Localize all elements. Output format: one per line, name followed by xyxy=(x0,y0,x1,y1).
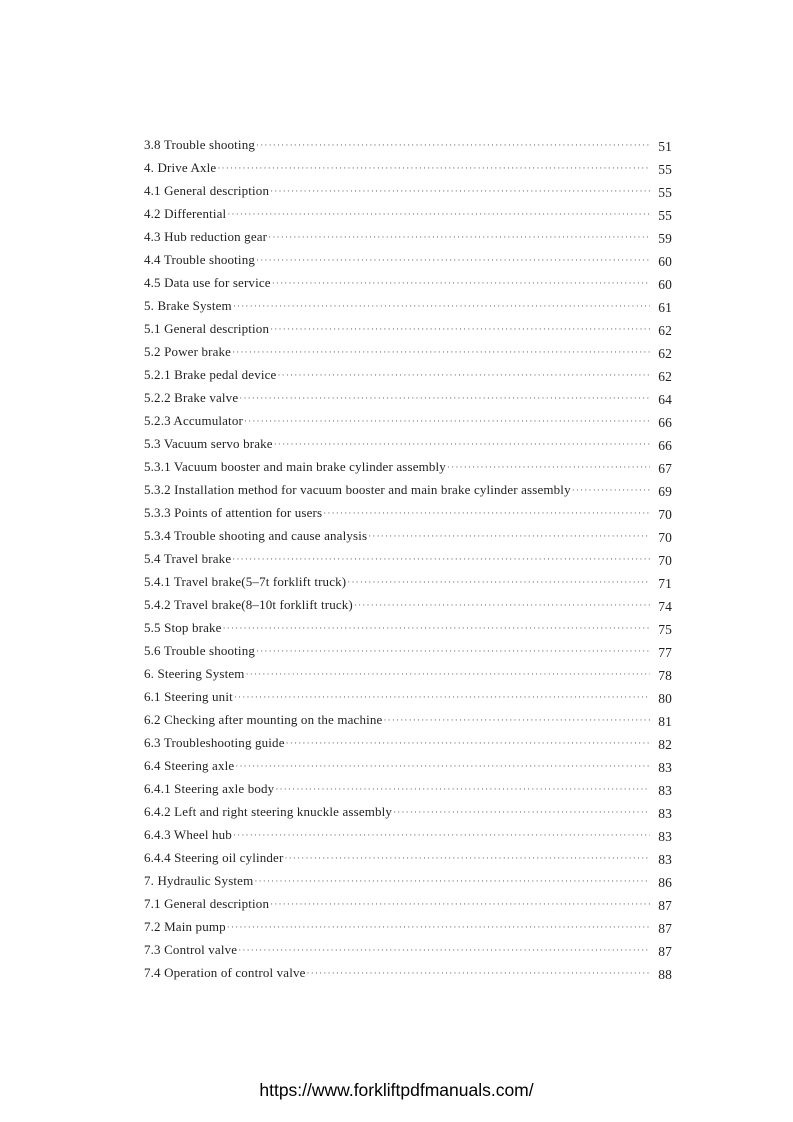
toc-entry-page: 62 xyxy=(658,369,672,384)
toc-entry-title: 6.4.3 Wheel hub xyxy=(144,827,232,842)
toc-entry-page: 71 xyxy=(658,576,672,591)
toc-entry-title: 5.4 Travel brake xyxy=(144,551,232,566)
toc-entry-page: 55 xyxy=(658,208,672,223)
toc-entry-title: 5.1 General description xyxy=(144,321,270,336)
toc-dot-leader xyxy=(233,295,650,318)
toc-entry-title: 6.3 Troubleshooting guide xyxy=(144,735,285,750)
toc-dot-leader xyxy=(447,456,650,479)
toc-entry-title: 5.3 Vacuum servo brake xyxy=(144,436,273,451)
toc-entry-title: 7.1 General description xyxy=(144,896,270,911)
toc-entry-page: 87 xyxy=(658,944,672,959)
toc-entry-page: 83 xyxy=(658,783,672,798)
toc-entry[interactable] xyxy=(144,133,672,156)
toc-entry-title: 4.3 Hub reduction gear xyxy=(144,229,268,244)
toc-dot-leader xyxy=(268,226,650,249)
toc-entry-title: 6.4 Steering axle xyxy=(144,758,235,773)
toc-entry[interactable] xyxy=(144,478,672,501)
toc-dot-leader xyxy=(239,387,650,410)
toc-entry-page: 87 xyxy=(658,898,672,913)
toc-entry-title: 4.5 Data use for service xyxy=(144,275,271,290)
toc-dot-leader xyxy=(232,548,650,571)
toc-dot-leader xyxy=(354,594,650,617)
toc-entry-page: 87 xyxy=(658,921,672,936)
toc-dot-leader xyxy=(256,134,650,157)
toc-dot-leader xyxy=(347,571,650,594)
toc-entry-title: 5.4.1 Travel brake(5–7t forklift truck) xyxy=(144,574,347,589)
toc-entry-title: 6.1 Steering unit xyxy=(144,689,233,704)
toc-entry-page: 67 xyxy=(658,461,672,476)
toc-entry[interactable] xyxy=(144,662,672,685)
toc-entry-page: 80 xyxy=(658,691,672,706)
toc-entry-page: 70 xyxy=(658,507,672,522)
toc-entry-page: 66 xyxy=(658,438,672,453)
toc-entry-title: 4.2 Differential xyxy=(144,206,227,221)
toc-entry-title: 6.4.1 Steering axle body xyxy=(144,781,275,796)
toc-entry[interactable] xyxy=(144,869,672,892)
footer-url[interactable]: https://www.forkliftpdfmanuals.com/ xyxy=(259,1080,534,1100)
toc-entry[interactable] xyxy=(144,271,672,294)
toc-entry[interactable] xyxy=(144,179,672,202)
toc-entry[interactable] xyxy=(144,225,672,248)
toc-entry-title: 4.4 Trouble shooting xyxy=(144,252,255,267)
toc-entry[interactable] xyxy=(144,340,672,363)
toc-entry[interactable] xyxy=(144,777,672,800)
toc-entry-page: 82 xyxy=(658,737,672,752)
toc-dot-leader xyxy=(277,364,650,387)
toc-entry-page: 66 xyxy=(658,415,672,430)
toc-entry[interactable] xyxy=(144,616,672,639)
toc-dot-leader xyxy=(256,249,650,272)
toc-entry-title: 5.4.2 Travel brake(8–10t forklift truck) xyxy=(144,597,353,612)
table-of-contents xyxy=(144,133,672,984)
toc-entry-page: 86 xyxy=(658,875,672,890)
toc-entry[interactable] xyxy=(144,202,672,225)
toc-entry-title: 6.2 Checking after mounting on the machine xyxy=(144,712,383,727)
toc-entry[interactable] xyxy=(144,156,672,179)
toc-dot-leader xyxy=(284,847,650,870)
toc-entry-title: 6. Steering System xyxy=(144,666,245,681)
toc-dot-leader xyxy=(270,893,650,916)
toc-entry-page: 59 xyxy=(658,231,672,246)
toc-entry[interactable] xyxy=(144,501,672,524)
toc-entry-title: 5.3.3 Points of attention for users xyxy=(144,505,323,520)
toc-dot-leader xyxy=(286,732,650,755)
toc-dot-leader xyxy=(246,663,650,686)
toc-entry-title: 5.3.2 Installation method for vacuum booster and main brake cylinder assembly xyxy=(144,482,571,497)
toc-dot-leader xyxy=(227,203,650,226)
toc-dot-leader xyxy=(572,479,650,502)
toc-entry-page: 77 xyxy=(658,645,672,660)
toc-entry-page: 62 xyxy=(658,346,672,361)
toc-entry[interactable] xyxy=(144,915,672,938)
toc-entry[interactable] xyxy=(144,708,672,731)
toc-entry-page: 64 xyxy=(658,392,672,407)
toc-entry-page: 83 xyxy=(658,852,672,867)
toc-entry-title: 5.2.1 Brake pedal device xyxy=(144,367,277,382)
toc-entry-page: 83 xyxy=(658,829,672,844)
toc-entry[interactable] xyxy=(144,524,672,547)
toc-entry-title: 5.3.4 Trouble shooting and cause analysis xyxy=(144,528,368,543)
toc-entry[interactable] xyxy=(144,432,672,455)
toc-entry[interactable] xyxy=(144,317,672,340)
toc-entry[interactable] xyxy=(144,961,672,984)
toc-entry-page: 78 xyxy=(658,668,672,683)
toc-entry-title: 6.4.4 Steering oil cylinder xyxy=(144,850,284,865)
toc-entry[interactable] xyxy=(144,731,672,754)
toc-dot-leader xyxy=(244,410,650,433)
toc-entry-page: 55 xyxy=(658,162,672,177)
toc-entry[interactable] xyxy=(144,294,672,317)
toc-dot-leader xyxy=(217,157,650,180)
toc-dot-leader xyxy=(270,180,650,203)
toc-entry-title: 5. Brake System xyxy=(144,298,232,313)
toc-entry-title: 5.2.3 Accumulator xyxy=(144,413,243,428)
toc-dot-leader xyxy=(227,916,650,939)
toc-entry[interactable] xyxy=(144,639,672,662)
toc-dot-leader xyxy=(307,962,650,985)
toc-entry-title: 5.2 Power brake xyxy=(144,344,232,359)
toc-entry-page: 83 xyxy=(658,760,672,775)
toc-dot-leader xyxy=(232,341,650,364)
toc-entry-page: 69 xyxy=(658,484,672,499)
toc-dot-leader xyxy=(275,778,650,801)
toc-entry[interactable] xyxy=(144,800,672,823)
toc-entry-page: 83 xyxy=(658,806,672,821)
toc-entry[interactable] xyxy=(144,409,672,432)
toc-entry[interactable] xyxy=(144,248,672,271)
toc-entry-page: 70 xyxy=(658,530,672,545)
toc-dot-leader xyxy=(270,318,650,341)
toc-entry-title: 7. Hydraulic System xyxy=(144,873,254,888)
toc-entry-title: 5.5 Stop brake xyxy=(144,620,222,635)
toc-entry-title: 7.3 Control valve xyxy=(144,942,238,957)
toc-dot-leader xyxy=(393,801,650,824)
toc-entry-title: 5.3.1 Vacuum booster and main brake cylinder assembly xyxy=(144,459,446,474)
toc-entry-page: 75 xyxy=(658,622,672,637)
toc-entry-page: 60 xyxy=(658,277,672,292)
toc-entry-title: 5.2.2 Brake valve xyxy=(144,390,239,405)
toc-entry-page: 88 xyxy=(658,967,672,982)
toc-dot-leader xyxy=(233,824,650,847)
toc-dot-leader xyxy=(256,640,650,663)
toc-entry[interactable] xyxy=(144,823,672,846)
toc-dot-leader xyxy=(368,525,650,548)
toc-entry-title: 7.4 Operation of control valve xyxy=(144,965,306,980)
toc-entry[interactable] xyxy=(144,363,672,386)
toc-dot-leader xyxy=(272,272,650,295)
toc-entry-page: 60 xyxy=(658,254,672,269)
toc-entry[interactable] xyxy=(144,386,672,409)
toc-entry-title: 3.8 Trouble shooting xyxy=(144,137,255,152)
toc-dot-leader xyxy=(235,755,650,778)
toc-entry[interactable] xyxy=(144,892,672,915)
toc-dot-leader xyxy=(254,870,650,893)
toc-entry-page: 62 xyxy=(658,323,672,338)
toc-entry-page: 74 xyxy=(658,599,672,614)
toc-entry[interactable] xyxy=(144,455,672,478)
toc-entry[interactable] xyxy=(144,938,672,961)
toc-entry[interactable] xyxy=(144,547,672,570)
toc-dot-leader xyxy=(234,686,650,709)
toc-entry[interactable] xyxy=(144,685,672,708)
toc-entry-page: 55 xyxy=(658,185,672,200)
toc-entry[interactable] xyxy=(144,593,672,616)
toc-dot-leader xyxy=(383,709,650,732)
toc-entry-title: 5.6 Trouble shooting xyxy=(144,643,255,658)
toc-dot-leader xyxy=(238,939,650,962)
toc-entry[interactable] xyxy=(144,570,672,593)
toc-entry-title: 7.2 Main pump xyxy=(144,919,226,934)
toc-entry-page: 70 xyxy=(658,553,672,568)
toc-dot-leader xyxy=(274,433,650,456)
toc-dot-leader xyxy=(323,502,650,525)
toc-entry[interactable] xyxy=(144,754,672,777)
toc-entry-page: 51 xyxy=(658,139,672,154)
toc-entry-title: 4.1 General description xyxy=(144,183,270,198)
toc-entry-page: 61 xyxy=(658,300,672,315)
toc-dot-leader xyxy=(223,617,650,640)
toc-entry-title: 6.4.2 Left and right steering knuckle assembly xyxy=(144,804,393,819)
toc-entry[interactable] xyxy=(144,846,672,869)
toc-entry-page: 81 xyxy=(658,714,672,729)
toc-entry-title: 4. Drive Axle xyxy=(144,160,217,175)
